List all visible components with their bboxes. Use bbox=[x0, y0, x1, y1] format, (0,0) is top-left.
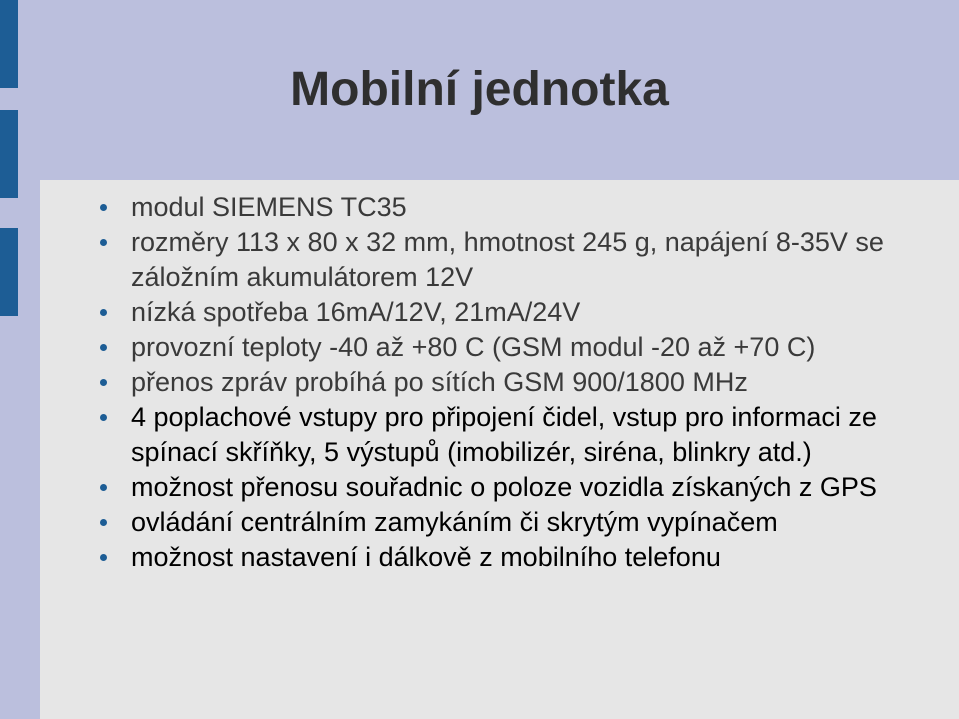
bullet-dot-icon bbox=[100, 239, 107, 246]
bullet-text: 4 poplachové vstupy pro připojení čidel, vstup pro informaci ze spínací skříňky, 5 výstupů (imobilizér, siréna, blinkry atd.) bbox=[131, 402, 877, 467]
bullet-text: možnost nastavení i dálkově z mobilního telefonu bbox=[131, 542, 721, 572]
slide-title: Mobilní jednotka bbox=[290, 63, 669, 116]
bullet-dot-icon bbox=[100, 519, 107, 526]
bullet-item bbox=[90, 190, 930, 225]
bullet-list bbox=[90, 190, 930, 575]
bullet-text: možnost přenosu souřadnic o poloze vozidla získaných z GPS bbox=[131, 472, 877, 502]
bullet-dot-icon bbox=[100, 344, 107, 351]
bullet-item bbox=[90, 505, 930, 540]
bullet-item bbox=[90, 330, 930, 365]
bullet-dot-icon bbox=[100, 484, 107, 491]
bullet-text: přenos zpráv probíhá po sítích GSM 900/1800 MHz bbox=[131, 367, 748, 397]
bullet-dot-icon bbox=[100, 554, 107, 561]
decor-bar bbox=[0, 110, 18, 198]
bullet-item bbox=[90, 295, 930, 330]
bullet-item bbox=[90, 365, 930, 400]
bullet-item bbox=[90, 470, 930, 505]
decor-bar bbox=[0, 228, 18, 316]
bullet-dot-icon bbox=[100, 414, 107, 421]
bullet-item bbox=[90, 225, 930, 295]
bullet-text: modul SIEMENS TC35 bbox=[131, 192, 407, 222]
bullet-text: rozměry 113 x 80 x 32 mm, hmotnost 245 g, napájení 8-35V se záložním akumulátorem 12V bbox=[131, 227, 884, 292]
bullet-text: nízká spotřeba 16mA/12V, 21mA/24V bbox=[131, 297, 581, 327]
bullet-text: ovládání centrálním zamykáním či skrytým vypínačem bbox=[131, 507, 778, 537]
bullet-dot-icon bbox=[100, 379, 107, 386]
bullet-item bbox=[90, 400, 930, 470]
bullet-dot-icon bbox=[100, 309, 107, 316]
bullet-text: provozní teploty -40 až +80 C (GSM modul -20 až +70 C) bbox=[131, 332, 816, 362]
bullet-dot-icon bbox=[100, 204, 107, 211]
bullet-item bbox=[90, 540, 930, 575]
